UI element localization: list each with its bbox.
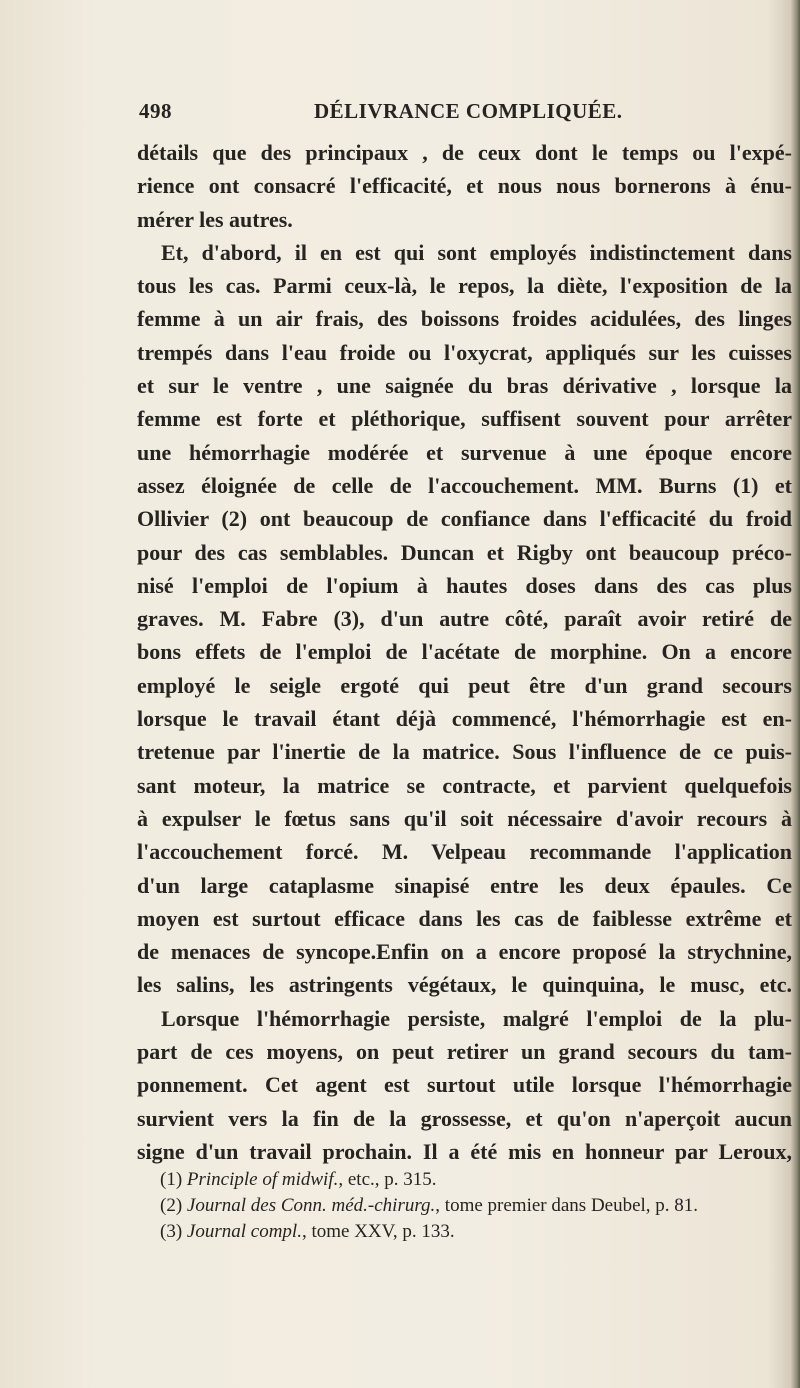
footnote-3 — [160, 1219, 790, 1245]
page-header — [139, 99, 659, 129]
footnote-source-title: Principle of midwif. — [186, 1169, 339, 1190]
text-line: ponnement. Cet agent est surtout utile lorsque l'hémorrhagie — [137, 1072, 792, 1098]
text-line: part de ces moyens, on peut retirer un grand secours du tam- — [137, 1039, 792, 1065]
text-line: à expulser le fœtus sans qu'il soit nécessaire d'avoir recours à — [137, 805, 792, 831]
text-line: détails que des principaux , de ceux dont le temps ou l'expé- — [137, 140, 792, 165]
text-line: l'accouchement forcé. M. Velpeau recommande l'application — [137, 839, 792, 865]
footnote-reference: , tome XXV, p. 133. — [301, 1221, 455, 1242]
footnote-source-title: Journal des Conn. méd.-chirurg. — [186, 1195, 436, 1216]
text-line: les salins, les astringents végétaux, le quinquina, le musc, etc. — [137, 972, 792, 998]
text-line: assez éloignée de celle de l'accouchement. MM. Burns (1) et — [137, 472, 792, 498]
text-line: nisé l'emploi de l'opium à hautes doses dans des cas plus — [137, 572, 792, 598]
text-line: rience ont consacré l'efficacité, et nous nous bornerons à énu- — [137, 173, 792, 199]
footnote-reference: , tome premier dans Deubel, p. 81. — [435, 1195, 699, 1216]
footnote-2 — [160, 1193, 790, 1219]
text-line: et sur le ventre , une saignée du bras dérivative , lorsque la — [137, 373, 792, 399]
text-line: graves. M. Fabre (3), d'un autre côté, paraît avoir retiré de — [137, 606, 792, 632]
text-line: mérer les autres. — [137, 206, 293, 232]
text-line: tretenue par l'inertie de la matrice. Sous l'influence de ce puis- — [137, 739, 792, 765]
text-line: d'un large cataplasme sinapisé entre les deux épaules. Ce — [137, 872, 792, 898]
page-number: 498 — [139, 99, 172, 123]
footnotes — [160, 1167, 790, 1245]
text-line: pour des cas semblables. Duncan et Rigby ont beaucoup préco- — [137, 539, 792, 565]
text-line: sant moteur, la matrice se contracte, et parvient quelquefois — [137, 772, 792, 798]
footnote-number: (1) — [160, 1169, 183, 1190]
text-line: femme à un air frais, des boissons froides acidulées, des linges — [137, 306, 792, 332]
running-title: DÉLIVRANCE COMPLIQUÉE. — [314, 99, 623, 123]
text-line: une hémorrhagie modérée et survenue à une époque encore — [137, 439, 792, 465]
text-line: lorsque le travail étant déjà commencé, l'hémorrhagie est en- — [137, 706, 792, 732]
text-line: Lorsque l'hémorrhagie persiste, malgré l'emploi de la plu- — [161, 1005, 792, 1031]
text-line: bons effets de l'emploi de l'acétate de morphine. On a encore — [137, 639, 792, 665]
body-text — [137, 136, 792, 1168]
text-line: employé le seigle ergoté qui peut être d'un grand secours — [137, 672, 792, 698]
footnote-number: (3) — [160, 1221, 183, 1242]
footnote-number: (2) — [160, 1195, 183, 1216]
footnote-1 — [160, 1167, 790, 1193]
text-line: de menaces de syncope.Enfin on a encore proposé la strychnine, — [137, 939, 792, 965]
text-line: femme est forte et pléthorique, suffisent souvent pour arrêter — [137, 406, 792, 432]
text-line: survient vers la fin de la grossesse, et qu'on n'aperçoit aucun — [137, 1105, 792, 1131]
text-line: signe d'un travail prochain. Il a été mis en honneur par Leroux, — [137, 1138, 792, 1164]
text-line: moyen est surtout efficace dans les cas de faiblesse extrême et — [137, 905, 792, 931]
text-line: tous les cas. Parmi ceux-là, le repos, la diète, l'exposition de la — [137, 273, 792, 299]
footnote-reference: , etc., p. 315. — [338, 1169, 437, 1190]
text-line: Ollivier (2) ont beaucoup de confiance dans l'efficacité du froid — [137, 506, 792, 532]
text-line: trempés dans l'eau froide ou l'oxycrat, appliqués sur les cuisses — [137, 339, 792, 365]
footnote-source-title: Journal compl. — [186, 1221, 302, 1242]
text-line: Et, d'abord, il en est qui sont employés indistinctement dans — [161, 239, 792, 265]
